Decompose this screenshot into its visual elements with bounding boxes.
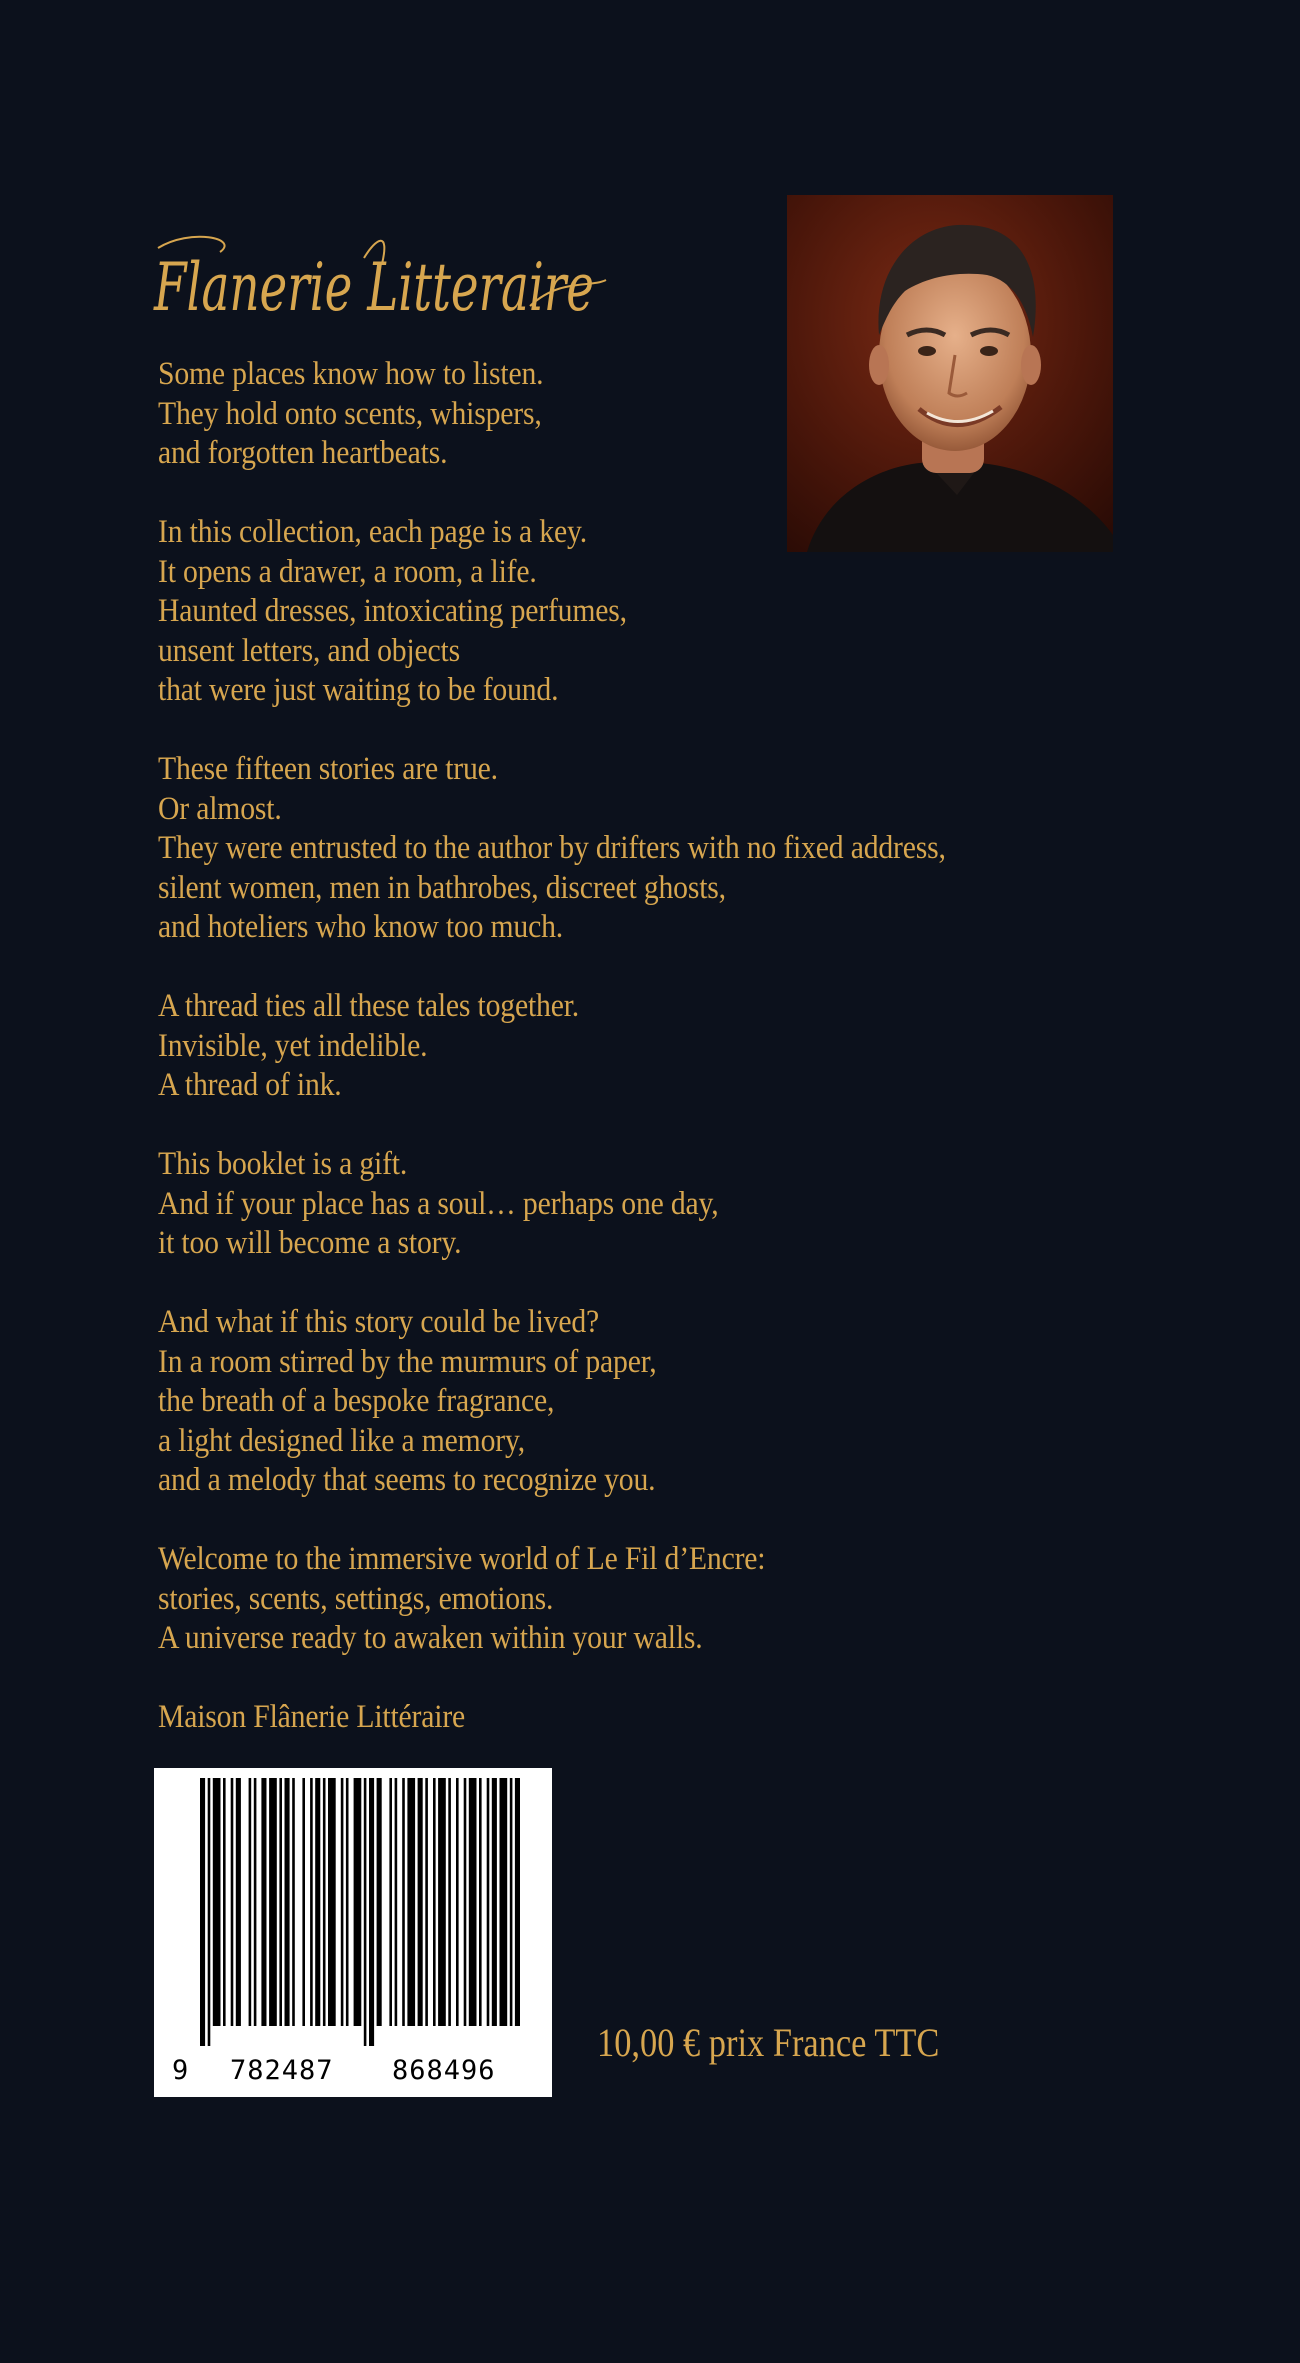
stanza-2 xyxy=(158,513,1022,711)
blurb-line: and hoteliers who know too much. xyxy=(158,909,564,945)
barcode-bar xyxy=(389,1778,392,2026)
blurb-line: In a room stirred by the murmurs of paper, xyxy=(158,1343,657,1380)
barcode-bar xyxy=(425,1778,428,2026)
brand-script-text: Flanerie Litteraire xyxy=(153,249,594,326)
blurb-line: that were just waiting to be found. xyxy=(158,672,559,708)
barcode-bar xyxy=(448,1778,451,2026)
barcode-bar xyxy=(438,1778,446,2026)
blurb-line: and a melody that seems to recognize you. xyxy=(158,1462,656,1498)
barcode-bar xyxy=(418,1778,423,2026)
barcode-bar xyxy=(369,1778,374,2046)
barcode-bar xyxy=(310,1778,313,2026)
barcode-bars-icon xyxy=(200,1778,520,2046)
barcode-bar xyxy=(354,1778,362,2026)
barcode-bar xyxy=(236,1778,241,2026)
barcode-bar xyxy=(208,1778,211,2046)
barcode-bar xyxy=(402,1778,405,2026)
blurb-line: This booklet is a gift. xyxy=(158,1146,408,1182)
barcode-digits-right: 868496 xyxy=(392,2055,496,2086)
blurb-line: it too will become a story. xyxy=(158,1225,462,1261)
barcode-bar xyxy=(377,1778,382,2026)
barcode-bar xyxy=(395,1778,398,2026)
barcode-bar xyxy=(200,1778,205,2046)
blurb-line: They hold onto scents, whispers, xyxy=(158,395,542,432)
barcode-bar xyxy=(487,1778,490,2026)
barcode-bar xyxy=(500,1778,508,2026)
blurb-line: They were entrusted to the author by drifters with no fixed address, xyxy=(158,830,946,866)
barcode-bar xyxy=(249,1778,252,2026)
barcode-bar xyxy=(515,1778,520,2026)
blurb-line: and forgotten heartbeats. xyxy=(158,435,448,471)
blurb-line: Welcome to the immersive world of Le Fil d’Encre: xyxy=(158,1541,766,1577)
barcode-digit-lead: 9 xyxy=(172,2055,189,2086)
barcode-bar xyxy=(315,1778,320,2026)
publisher-signature xyxy=(158,1698,1022,1738)
barcode-bar xyxy=(323,1778,326,2026)
barcode-bar xyxy=(292,1778,295,2026)
barcode-bar xyxy=(464,1778,467,2026)
blurb-line: It opens a drawer, a room, a life. xyxy=(158,553,537,590)
barcode-bar xyxy=(328,1778,336,2026)
blurb-line: a light designed like a memory, xyxy=(158,1422,525,1459)
blurb-line: the breath of a bespoke fragrance, xyxy=(158,1383,555,1419)
barcode-bar xyxy=(269,1778,277,2026)
blurb-line: A universe ready to awaken within your walls. xyxy=(158,1620,703,1656)
barcode-bar xyxy=(285,1778,290,2026)
barcode-bar xyxy=(469,1778,477,2026)
stanza-6 xyxy=(158,1303,1022,1501)
barcode-bar xyxy=(433,1778,436,2026)
stanza-4 xyxy=(158,987,1022,1106)
barcode-bar xyxy=(456,1778,459,2026)
barcode-bar xyxy=(254,1778,257,2026)
blurb-line: In this collection, each page is a key. xyxy=(158,514,587,550)
stanza-7 xyxy=(158,1540,1022,1659)
barcode-bar xyxy=(223,1778,226,2026)
barcode-bar xyxy=(231,1778,234,2026)
stanza-1 xyxy=(158,355,1022,474)
barcode-bar xyxy=(492,1778,497,2026)
barcode-bar xyxy=(510,1778,513,2026)
blurb-line: And what if this story could be lived? xyxy=(158,1304,600,1340)
barcode-bar xyxy=(364,1778,367,2046)
barcode-bar xyxy=(279,1778,282,2026)
blurb-line: stories, scents, settings, emotions. xyxy=(158,1580,554,1617)
blurb-text xyxy=(158,355,1022,1738)
barcode-bar xyxy=(302,1778,305,2026)
barcode-bar xyxy=(341,1778,344,2026)
barcode-digits-left: 782487 xyxy=(230,2055,334,2086)
stanza-5 xyxy=(158,1145,1022,1264)
blurb-line: A thread of ink. xyxy=(158,1067,342,1103)
barcode-bar xyxy=(261,1778,266,2026)
isbn-barcode xyxy=(154,1768,552,2097)
price-label: 10,00 € prix France TTC xyxy=(597,2020,940,2065)
blurb-line: A thread ties all these tales together. xyxy=(158,988,580,1024)
publisher-name: Maison Flânerie Littéraire xyxy=(158,1699,466,1735)
blurb-line: Or almost. xyxy=(158,790,282,827)
blurb-line: unsent letters, and objects xyxy=(158,632,460,669)
brand-script-title xyxy=(150,218,610,338)
blurb-line: And if your place has a soul… perhaps one day, xyxy=(158,1185,719,1222)
blurb-line: Haunted dresses, intoxicating perfumes, xyxy=(158,593,627,629)
blurb-line: silent women, men in bathrobes, discreet ghosts, xyxy=(158,869,726,906)
barcode-bar xyxy=(213,1778,221,2026)
blurb-line: Invisible, yet indelible. xyxy=(158,1027,428,1064)
barcode-bar xyxy=(479,1778,482,2026)
barcode-bar xyxy=(407,1778,415,2026)
blurb-line: Some places know how to listen. xyxy=(158,356,544,392)
blurb-line: These fifteen stories are true. xyxy=(158,751,498,787)
barcode-bar xyxy=(346,1778,349,2026)
stanza-3 xyxy=(158,750,1022,948)
